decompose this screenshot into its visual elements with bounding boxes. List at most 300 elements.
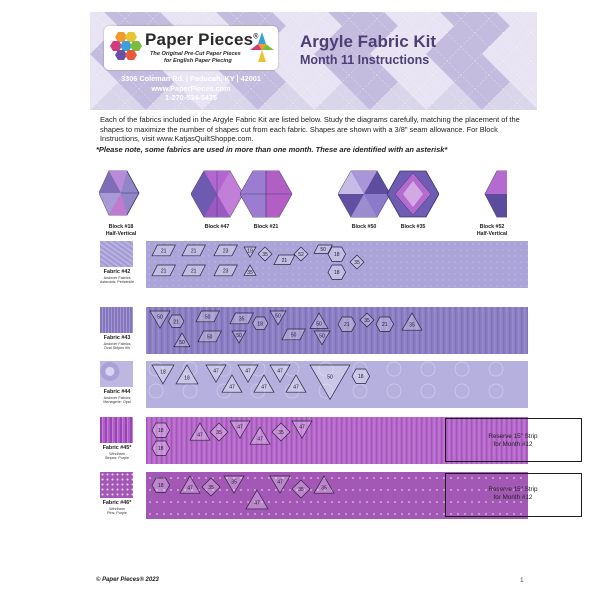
pin-dot <box>310 501 312 503</box>
fabric-stripe <box>171 417 172 464</box>
pin-dot <box>149 489 151 491</box>
pin-dot <box>408 501 410 503</box>
pin-dot <box>289 513 291 515</box>
fabric-stripe <box>149 307 151 354</box>
pin-dot <box>359 489 361 491</box>
fabric-stripe <box>371 307 373 354</box>
pin-dot <box>163 513 165 515</box>
pin-dot <box>310 513 312 515</box>
fabric-stripe <box>497 307 499 354</box>
pin-dot <box>422 489 424 491</box>
reserve-note: Reserve 15" Strip for Month #12 <box>488 433 538 448</box>
pin-dot <box>415 477 417 479</box>
pin-dot <box>359 477 361 479</box>
fabric-stripe <box>149 417 150 464</box>
shape-label: 35 <box>278 430 284 436</box>
pin-dot <box>219 513 221 515</box>
fabric-stripe <box>176 417 177 464</box>
pin-dot <box>268 489 270 491</box>
pin-dot <box>296 513 298 515</box>
pin-dot <box>345 501 347 503</box>
block-label: Block #52 Half-Vertical <box>476 224 508 237</box>
pin-dot <box>156 501 158 503</box>
fabric-stripe <box>308 307 310 354</box>
fabric-stripe <box>260 307 262 354</box>
pin-dot <box>345 489 347 491</box>
fabric-stripe <box>434 307 436 354</box>
pin-dot <box>268 477 270 479</box>
fabric-stripe <box>351 417 352 464</box>
fabric-stripe <box>230 307 232 354</box>
shape-label: 50 <box>319 333 325 340</box>
pin-dot <box>436 477 438 479</box>
fabric-stripe <box>169 417 170 464</box>
pin-dot <box>170 501 172 503</box>
fabric-stripe <box>391 417 392 464</box>
fabric-stripe <box>154 417 155 464</box>
pin-dot <box>205 501 207 503</box>
fabric-stripe <box>359 307 361 354</box>
pin-dot <box>219 477 221 479</box>
fabric-stripe <box>470 307 472 354</box>
shape-label: 18 <box>184 375 190 382</box>
pin-dot <box>156 513 158 515</box>
fabric-stripe <box>214 417 215 464</box>
pin-dot <box>289 489 291 491</box>
pin-dot <box>317 513 319 515</box>
pin-dot <box>191 513 193 515</box>
pin-dot <box>268 513 270 515</box>
pin-dot <box>240 513 242 515</box>
fabric-stripe <box>464 307 466 354</box>
fabric-stripe <box>323 307 325 354</box>
pin-dot <box>373 489 375 491</box>
pin-dot <box>429 489 431 491</box>
pin-dot <box>331 501 333 503</box>
fabric-stripe <box>197 307 199 354</box>
fabric-stripe <box>441 417 442 464</box>
fabric-stripe <box>436 417 437 464</box>
shape-label: 47 <box>254 500 260 507</box>
fabric-stripe <box>221 307 223 354</box>
fabric-stripe <box>346 417 347 464</box>
fabric-stripe <box>381 417 382 464</box>
fabric-stripe <box>284 417 285 464</box>
fabric-stripe <box>434 417 435 464</box>
fabric-stripe <box>394 417 395 464</box>
pin-dot <box>317 477 319 479</box>
shape-label: 18 <box>158 483 164 490</box>
fabric-stripe <box>359 417 360 464</box>
shape-label: 50 <box>320 247 326 254</box>
pin-dot <box>205 477 207 479</box>
fabric-swatch <box>100 361 133 387</box>
fabric-stripe <box>384 417 385 464</box>
fabric-stripe <box>409 417 410 464</box>
block-label: Block #18 Half-Vertical <box>105 224 137 237</box>
pin-dot <box>422 513 424 515</box>
fabric-stripe <box>374 417 375 464</box>
fabric-stripe <box>416 417 417 464</box>
fabric-stripe <box>184 417 185 464</box>
pin-dot <box>352 513 354 515</box>
pin-dot <box>345 477 347 479</box>
pin-dot <box>415 513 417 515</box>
shape-label: 23 <box>222 248 229 255</box>
shape-label: 47 <box>261 384 267 391</box>
fabric-stripe <box>446 307 448 354</box>
fabric-swatch <box>100 417 133 443</box>
pin-dot <box>415 501 417 503</box>
fabric-stripe <box>479 307 481 354</box>
pin-dot <box>149 501 151 503</box>
fabric-stripe <box>269 307 271 354</box>
pin-dot <box>394 513 396 515</box>
pin-dot <box>387 513 389 515</box>
pin-dot <box>394 501 396 503</box>
fabric-stripe <box>395 307 397 354</box>
pin-dot <box>401 489 403 491</box>
fabric-name: Fabric #44 <box>103 389 131 395</box>
shape-label: 47 <box>197 432 203 439</box>
fabric-stripe <box>524 307 526 354</box>
pin-dot <box>268 501 270 503</box>
fabric-stripe <box>334 417 335 464</box>
fabric-stripe <box>263 307 265 354</box>
fabric-stripe <box>329 307 331 354</box>
pin-dot <box>429 513 431 515</box>
pin-dot <box>198 477 200 479</box>
pin-dot <box>317 501 319 503</box>
pin-dot <box>282 513 284 515</box>
shape-label: 47 <box>293 384 299 391</box>
pin-dot <box>163 501 165 503</box>
pin-dot <box>380 477 382 479</box>
fabric-stripe <box>512 307 514 354</box>
page-number: 1 <box>520 577 524 584</box>
pin-dot <box>247 513 249 515</box>
shape-label: 18 <box>358 374 364 381</box>
intro-paragraph: Each of the fabrics included in the Argyle Fabric Kit are listed below. Study the diagrams carefully, matching the placement of the shapes to maximize the number of shapes cut from each fabric. Shapes are shown with a 3/8" seam allowance. For Block Instructions, visit www.KatjasQuiltShoppe.com. <box>100 115 520 144</box>
pin-dot <box>247 489 249 491</box>
shape-label: 18 <box>257 321 263 328</box>
fabric-strip <box>146 307 528 354</box>
shape-label: 21 <box>190 248 197 255</box>
pin-dot <box>170 477 172 479</box>
fabric-stripe <box>509 307 511 354</box>
pin-dot <box>296 501 298 503</box>
fabric-stripe <box>406 417 407 464</box>
pin-dot <box>324 501 326 503</box>
fabric-stripe <box>326 307 328 354</box>
pin-dot <box>436 489 438 491</box>
pin-dot <box>177 477 179 479</box>
pin-dot <box>247 477 249 479</box>
fabric-stripe <box>266 307 268 354</box>
shape-label: 50 <box>316 321 322 328</box>
fabric-stripe <box>276 417 277 464</box>
pin-dot <box>415 489 417 491</box>
fabric-stripe <box>271 417 272 464</box>
fabric-stripe <box>414 417 415 464</box>
shape-label: 35 <box>247 269 253 276</box>
pin-dot <box>366 501 368 503</box>
shape-label: 35 <box>216 430 222 436</box>
fabric-stripe <box>226 417 227 464</box>
fabric-stripe <box>274 417 275 464</box>
pin-dot <box>338 477 340 479</box>
fabric-description: Andover Fabrics Oval Stripes Iris <box>103 342 131 351</box>
pin-dot <box>324 513 326 515</box>
fabric-stripe <box>314 417 315 464</box>
shape-label: 35 <box>262 252 268 258</box>
pin-dot <box>401 477 403 479</box>
fabric-stripe <box>181 417 182 464</box>
pin-dot <box>275 489 277 491</box>
fabric-stripe <box>421 417 422 464</box>
fabric-description: Windham Stripes: Purple <box>104 452 130 461</box>
pin-dot <box>226 489 228 491</box>
fabric-stripe <box>326 417 327 464</box>
pin-dot <box>436 513 438 515</box>
pin-dot <box>198 501 200 503</box>
fabric-stripe <box>216 417 217 464</box>
pin-dot <box>240 501 242 503</box>
fabric-stripe <box>320 307 322 354</box>
pin-dot <box>408 513 410 515</box>
hexagon-logo-icon <box>107 30 143 66</box>
pin-dot <box>205 513 207 515</box>
fabric-stripe <box>518 307 520 354</box>
logo-card <box>104 26 278 70</box>
pin-dot <box>261 513 263 515</box>
fabric-stripe <box>339 417 340 464</box>
pin-dot <box>289 501 291 503</box>
fabric-stripe <box>396 417 397 464</box>
pin-dot <box>254 477 256 479</box>
brand-tagline-2: for English Paper Piecing <box>164 58 232 64</box>
fabric-name: Fabric #43 <box>103 335 131 341</box>
shape-label: 50 <box>157 314 163 321</box>
pin-dot <box>170 489 172 491</box>
pin-dot <box>310 477 312 479</box>
fabric-stripe <box>398 307 400 354</box>
phone-number: 1-270-534-5475 <box>165 93 217 102</box>
fabric-stripe <box>289 417 290 464</box>
fabric-stripe <box>389 417 390 464</box>
shape-label: 18 <box>158 428 164 435</box>
fabric-stripe <box>332 307 334 354</box>
shape-label: 50 <box>236 333 242 340</box>
fabric-stripe <box>194 307 196 354</box>
fabric-stripe <box>364 417 365 464</box>
pin-dot <box>184 513 186 515</box>
fabric-stripe <box>321 417 322 464</box>
pin-dot <box>212 477 214 479</box>
pin-dot <box>338 501 340 503</box>
pin-dot <box>226 513 228 515</box>
pin-dot <box>387 501 389 503</box>
pin-dot <box>408 489 410 491</box>
pin-dot <box>338 513 340 515</box>
website[interactable]: www.PaperPieces.com <box>151 84 231 93</box>
fabric-stripe <box>521 307 523 354</box>
fabric-stripe <box>503 307 505 354</box>
pin-dot <box>212 501 214 503</box>
fabric-stripe <box>291 417 292 464</box>
fabric-stripe <box>452 307 454 354</box>
fabric-stripe <box>476 307 478 354</box>
pin-dot <box>429 501 431 503</box>
shape-label: 52 <box>298 252 304 258</box>
fabric-stripe <box>353 307 355 354</box>
brand-tagline: The Original Pre-Cut Paper Pieces <box>150 51 241 57</box>
pin-dot <box>177 489 179 491</box>
shape-label: 35 <box>231 479 237 486</box>
fabric-stripe <box>324 417 325 464</box>
pin-dot <box>401 513 403 515</box>
pin-dot <box>373 477 375 479</box>
block-18-diagram <box>99 169 141 219</box>
pin-dot <box>177 513 179 515</box>
shape-label: 18 <box>158 446 164 453</box>
pin-dot <box>170 513 172 515</box>
pin-dot <box>394 477 396 479</box>
fabric-description: Andover Fabrics Menagerie: Opal <box>103 396 131 405</box>
fabric-stripe <box>455 307 457 354</box>
pin-dot <box>387 489 389 491</box>
block-label: Block #21 <box>253 224 279 230</box>
pin-dot <box>401 501 403 503</box>
fabric-stripe <box>233 307 235 354</box>
fabric-stripe <box>431 417 432 464</box>
fabric-stripe <box>386 417 387 464</box>
fabric-stripe <box>221 417 222 464</box>
address: 3306 Coleman Rd. | Paducah, KY | 42001 <box>121 74 261 83</box>
fabric-stripe <box>527 307 528 354</box>
pin-dot <box>373 501 375 503</box>
shape-label: 21 <box>173 319 179 326</box>
pin-dot <box>373 513 375 515</box>
fabric-stripe <box>482 307 484 354</box>
pin-dot <box>191 501 193 503</box>
fabric-stripe <box>429 417 430 464</box>
pin-dot <box>184 477 186 479</box>
fabric-stripe <box>461 307 463 354</box>
fabric-stripe <box>404 417 405 464</box>
fabric-stripe <box>354 417 355 464</box>
shape-label: 50 <box>206 334 213 341</box>
pin-dot <box>247 501 249 503</box>
shape-label: 47 <box>257 436 263 443</box>
fabric-stripe <box>437 307 439 354</box>
asterisk-note: *Please note, some fabrics are used in more than one month. These are identified with an asterisk* <box>96 145 448 154</box>
fabric-stripe <box>311 307 313 354</box>
pin-dot <box>275 501 277 503</box>
pin-dot <box>366 477 368 479</box>
block-47-diagram <box>191 169 243 219</box>
fabric-stripe <box>439 417 440 464</box>
fabric-stripe <box>224 307 226 354</box>
fabric-stripe <box>411 417 412 464</box>
pin-dot <box>240 489 242 491</box>
shape-label: 35 <box>321 485 327 492</box>
block-label: Block #50 <box>351 224 377 230</box>
pin-dot <box>219 489 221 491</box>
page-title: Argyle Fabric Kit <box>300 32 437 51</box>
block-35-diagram <box>387 169 439 219</box>
shape-label: 21 <box>382 322 388 329</box>
fabric-stripe <box>467 307 469 354</box>
pin-dot <box>261 477 263 479</box>
fabric-stripe <box>341 417 342 464</box>
shape-label: 50 <box>275 313 281 320</box>
fabric-stripe <box>379 417 380 464</box>
pin-dot <box>331 513 333 515</box>
pin-dot <box>212 513 214 515</box>
pin-dot <box>275 513 277 515</box>
fabric-stripe <box>458 307 460 354</box>
pin-dot <box>303 477 305 479</box>
pin-dot <box>345 513 347 515</box>
fabric-stripe <box>170 307 172 354</box>
brand-name: Paper Pieces® <box>145 30 259 49</box>
fabric-stripe <box>336 417 337 464</box>
fabric-name: Fabric #45* <box>102 445 132 451</box>
fabric-stripe <box>311 417 312 464</box>
fabric-stripe <box>331 417 332 464</box>
fabric-stripe <box>344 417 345 464</box>
pin-dot <box>331 477 333 479</box>
fabric-stripe <box>488 307 490 354</box>
pin-dot <box>394 489 396 491</box>
pin-dot <box>422 477 424 479</box>
shape-label: 21 <box>190 268 197 275</box>
fabric-stripe <box>257 307 259 354</box>
fabric-stripe <box>449 307 451 354</box>
pin-dot <box>233 501 235 503</box>
shape-label: 23 <box>222 268 229 275</box>
fabric-stripe <box>374 307 376 354</box>
fabric-stripe <box>249 417 250 464</box>
fabric-swatch <box>100 472 133 498</box>
fabric-stripe <box>515 307 517 354</box>
fabric-stripe <box>191 307 193 354</box>
shape-label: 47 <box>245 368 251 375</box>
shape-label: 47 <box>277 479 283 486</box>
fabric-stripe <box>473 307 475 354</box>
pin-dot <box>429 477 431 479</box>
pin-dot <box>352 501 354 503</box>
fabric-stripe <box>316 417 317 464</box>
shape-label: 18 <box>334 252 340 259</box>
pin-dot <box>359 513 361 515</box>
fabric-name: Fabric #46* <box>102 500 132 506</box>
fabric-stripe <box>369 417 370 464</box>
fabric-stripe <box>227 307 229 354</box>
fabric-stripe <box>174 417 175 464</box>
fabric-stripe <box>377 307 379 354</box>
fabric-description: Windham Pins: Purple <box>107 507 127 516</box>
shape-label: 21 <box>281 257 288 264</box>
fabric-stripe <box>286 417 287 464</box>
pin-dot <box>422 501 424 503</box>
fabric-stripe <box>371 417 372 464</box>
pin-dot <box>387 477 389 479</box>
fabric-stripe <box>425 307 427 354</box>
fabric-stripe <box>426 417 427 464</box>
shape-label: 35 <box>238 316 245 323</box>
